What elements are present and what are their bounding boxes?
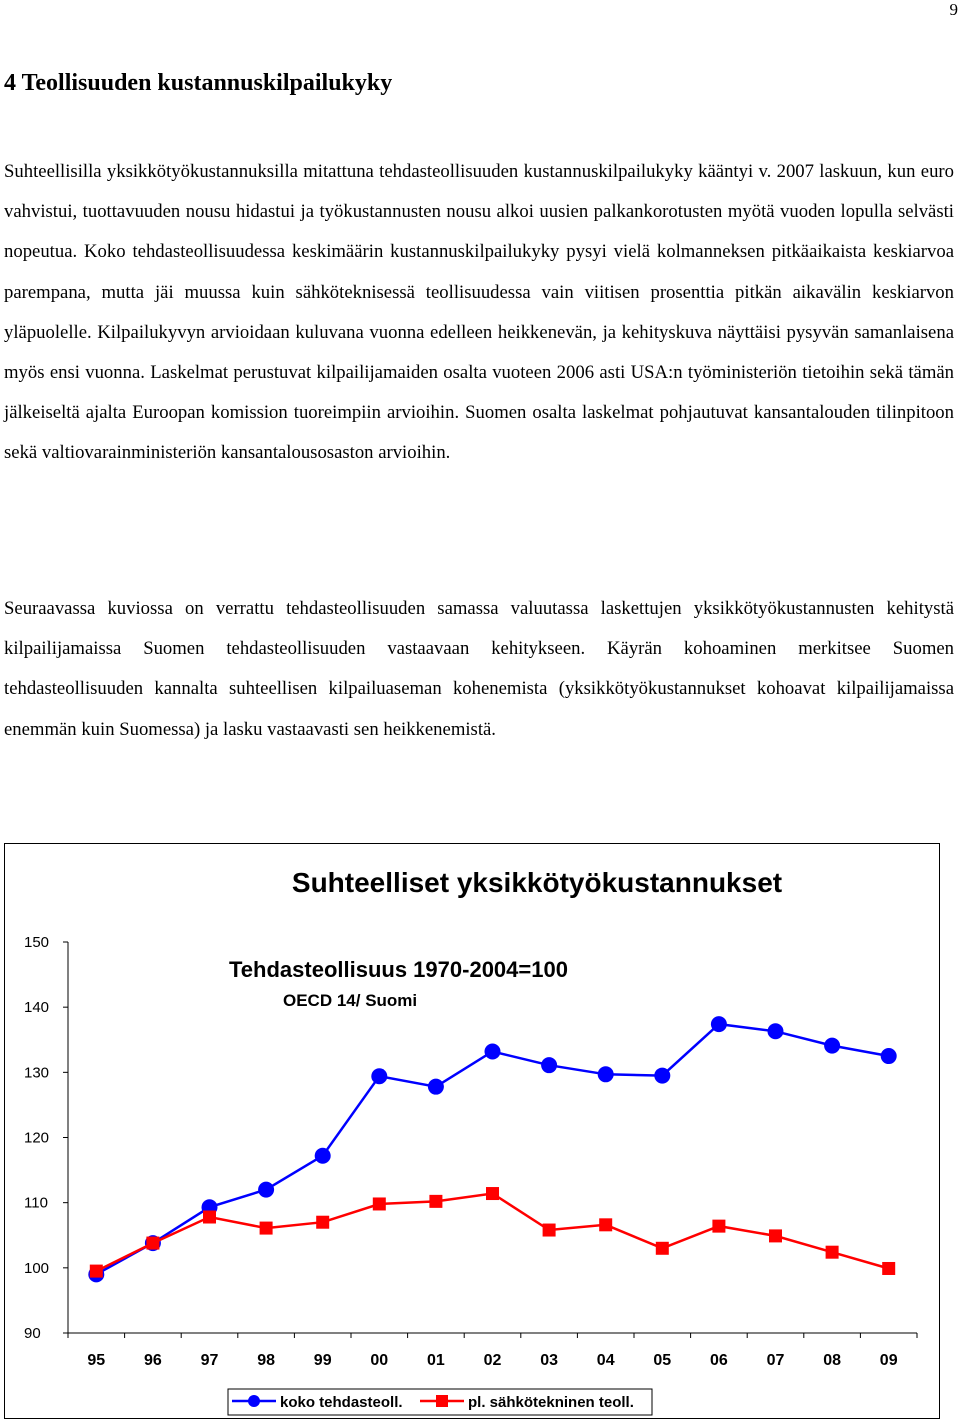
- data-point: [656, 1242, 669, 1255]
- data-point: [258, 1182, 274, 1198]
- data-point: [711, 1016, 727, 1032]
- x-tick-label: 98: [257, 1352, 275, 1369]
- data-point: [373, 1197, 386, 1210]
- data-point: [824, 1038, 840, 1054]
- y-tick-label: 110: [24, 1194, 48, 1212]
- y-tick-label: 100: [24, 1259, 50, 1277]
- data-point: [826, 1246, 839, 1259]
- data-point: [543, 1224, 556, 1237]
- x-tick-label: 05: [653, 1352, 672, 1369]
- data-point: [541, 1057, 557, 1073]
- x-tick-label: 95: [87, 1352, 106, 1369]
- data-point: [485, 1043, 501, 1059]
- legend-label: pl. sähkötekninen teoll.: [468, 1394, 634, 1411]
- data-point: [315, 1148, 331, 1164]
- y-tick-label: 130: [24, 1064, 50, 1082]
- data-point: [769, 1229, 782, 1242]
- x-tick-label: 02: [483, 1352, 502, 1369]
- data-point: [712, 1220, 725, 1233]
- x-tick-label: 03: [540, 1352, 558, 1369]
- data-point: [429, 1195, 442, 1208]
- x-tick-label: 07: [766, 1352, 785, 1369]
- x-tick-label: 04: [596, 1352, 615, 1369]
- chart-subtitle: Tehdasteollisuus 1970-2004=100: [229, 957, 568, 982]
- x-tick-label: 00: [370, 1352, 389, 1369]
- data-point: [316, 1216, 329, 1229]
- data-point: [654, 1068, 670, 1084]
- data-point: [599, 1218, 612, 1231]
- paragraph-2: Seuraavassa kuviossa on verrattu tehdasteollisuuden samassa valuutassa laskettujen yksikkötyökustannusten kehitystä kilpailijamaissa Suomen tehdasteollisuuden vastaavaan kehitykseen. Käyrän kohoaminen merkitsee Suomen tehdasteollisuuden kannalta suhteellisen kilpailuaseman kohenemista (yksikkötyökustannukset kohoavat kilpailijamaissa enemmän kuin Suomessa) ja lasku vastaavasti sen heikkenemistä.: [4, 598, 954, 740]
- y-tick-label: 90: [24, 1325, 41, 1342]
- legend-marker: [248, 1395, 260, 1407]
- data-point: [598, 1066, 614, 1082]
- data-point: [486, 1187, 499, 1200]
- y-tick-label: 140: [24, 999, 50, 1017]
- page-number: 9: [949, 0, 958, 19]
- x-tick-label: 99: [313, 1352, 332, 1369]
- data-point: [146, 1237, 159, 1250]
- y-tick-label: 150: [24, 934, 50, 951]
- data-point: [768, 1023, 784, 1039]
- x-tick-label: 96: [144, 1352, 162, 1369]
- y-tick-label: 120: [24, 1129, 50, 1147]
- x-tick-label: 97: [200, 1352, 219, 1369]
- chart-note: OECD 14/ Suomi: [283, 991, 418, 1010]
- data-point: [881, 1048, 897, 1064]
- data-point: [90, 1265, 103, 1278]
- legend-label: koko tehdasteoll.: [280, 1394, 403, 1411]
- x-tick-label: 01: [427, 1352, 445, 1369]
- x-tick-label: 09: [879, 1352, 898, 1369]
- chart-title: Suhteelliset yksikkötyökustannukset: [291, 867, 783, 898]
- data-point: [260, 1222, 273, 1235]
- data-point: [882, 1262, 895, 1275]
- paragraph-1: Suhteellisilla yksikkötyökustannuksilla mitattuna tehdasteollisuuden kustannuskilpailukyky kääntyi v. 2007 laskuun, kun euro vahvistui, tuottavuuden nousu hidastui ja työkustannusten nousu alkoi uusien palkankorotusten myötä vuoden lopulla selvästi nopeutua. Koko tehdasteollisuudessa keskimäärin kustannuskilpailukyky pysyi vielä kolmanneksen pitkäaikaista keskiarvoa parempana, mutta jäi muussa kuin sähköteknisessä teollisuudessa vain viitisen prosenttia pitkän aikavälin keskiarvon yläpuolelle. Kilpailukyvyn arvioidaan kuluvana vuonna edelleen heikkenevän, ja kehityskuva näyttäisi pysyvän samanlaisena myös ensi vuonna. Laskelmat perustuvat kilpailijamaiden osalta vuoteen 2006 asti USA:n työministeriön tietoihin sekä tämän jälkeiseltä ajalta Euroopan komission tuoreimpiin arvioihin. Suomen osalta laskelmat pohjautuvat kansantalouden tilinpitoon sekä valtiovarainministeriön kansantalousosaston arvioihin.: [4, 161, 954, 464]
- x-tick-label: 06: [710, 1352, 728, 1369]
- data-point: [371, 1068, 387, 1084]
- data-point: [203, 1211, 216, 1224]
- data-point: [428, 1079, 444, 1095]
- section-heading: 4 Teollisuuden kustannuskilpailukyky: [4, 70, 393, 96]
- legend-marker: [436, 1395, 448, 1407]
- x-tick-label: 08: [823, 1352, 841, 1369]
